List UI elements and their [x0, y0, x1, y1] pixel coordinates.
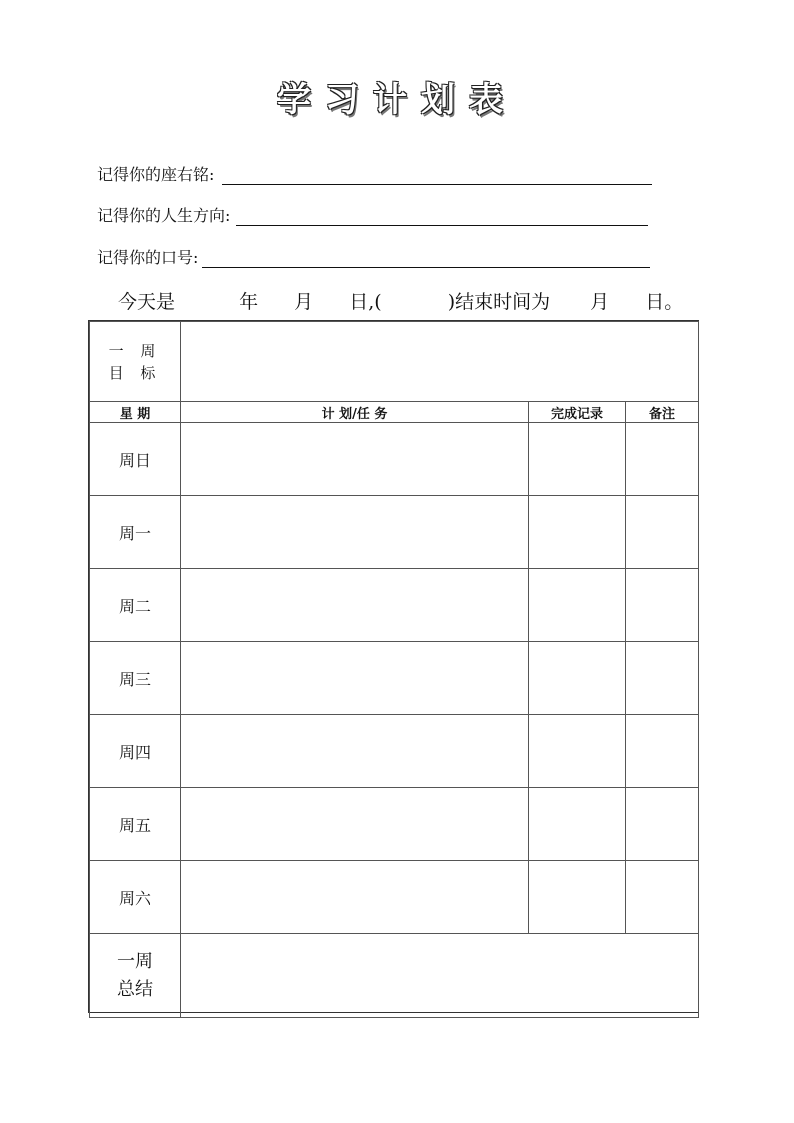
done-cell[interactable] [529, 861, 626, 934]
done-cell[interactable] [529, 569, 626, 642]
today-label: 今天是 [118, 291, 176, 313]
page-title: 学习计划表 [277, 80, 517, 120]
done-cell[interactable] [529, 423, 626, 496]
end-month-label: 月 [590, 291, 610, 313]
weekly-goal-label-line2: 目 标 [108, 363, 162, 382]
table-row [90, 496, 699, 569]
note-cell[interactable] [626, 423, 699, 496]
weekly-goal-label-line1: 一 周 [108, 341, 162, 360]
plan-table [88, 320, 699, 1013]
header-plan: 计 划/任 务 [181, 402, 529, 423]
table-row [90, 423, 699, 496]
note-cell[interactable] [626, 788, 699, 861]
date-line [118, 287, 683, 314]
note-cell[interactable] [626, 642, 699, 715]
weekly-goal-label [90, 322, 181, 402]
plan-cell[interactable] [181, 715, 529, 788]
slogan-field [97, 245, 650, 268]
end-time-label: )结束时间为 [447, 291, 551, 313]
motto-field [97, 162, 652, 185]
table-row [90, 569, 699, 642]
weekly-summary-label [90, 934, 181, 1018]
header-note: 备注 [626, 402, 699, 423]
weekly-summary-label-line2: 总结 [117, 978, 153, 1000]
done-cell[interactable] [529, 496, 626, 569]
header-done: 完成记录 [529, 402, 626, 423]
weekly-summary-cell[interactable] [181, 934, 699, 1018]
slogan-label: 记得你的口号: [97, 248, 199, 267]
weekly-goal-row [90, 322, 699, 402]
end-day-label: 日。 [645, 291, 684, 313]
weekly-goal-cell[interactable] [181, 322, 699, 402]
day-label: 日,( [349, 291, 382, 313]
weekday-label: 周五 [90, 788, 181, 861]
weekday-label: 周四 [90, 715, 181, 788]
weekly-summary-row [90, 934, 699, 1018]
table-header-row [90, 402, 699, 423]
slogan-input-line[interactable] [202, 247, 650, 268]
year-label: 年 [239, 291, 259, 313]
weekday-label: 周一 [90, 496, 181, 569]
done-cell[interactable] [529, 788, 626, 861]
table-row [90, 788, 699, 861]
month-label: 月 [294, 291, 314, 313]
life-direction-field [97, 203, 648, 226]
note-cell[interactable] [626, 569, 699, 642]
weekday-label: 周二 [90, 569, 181, 642]
table-row [90, 642, 699, 715]
plan-cell[interactable] [181, 788, 529, 861]
life-direction-input-line[interactable] [236, 205, 648, 226]
plan-cell[interactable] [181, 423, 529, 496]
weekday-label: 周日 [90, 423, 181, 496]
plan-cell[interactable] [181, 861, 529, 934]
header-weekday: 星 期 [90, 402, 181, 423]
table-row [90, 861, 699, 934]
table-row [90, 715, 699, 788]
plan-cell[interactable] [181, 569, 529, 642]
note-cell[interactable] [626, 496, 699, 569]
weekly-summary-label-line1: 一周 [117, 950, 153, 972]
weekday-label: 周三 [90, 642, 181, 715]
motto-input-line[interactable] [222, 164, 652, 185]
life-direction-label: 记得你的人生方向: [97, 206, 231, 225]
weekday-label: 周六 [90, 861, 181, 934]
note-cell[interactable] [626, 715, 699, 788]
note-cell[interactable] [626, 861, 699, 934]
motto-label: 记得你的座右铭: [97, 165, 215, 184]
plan-cell[interactable] [181, 642, 529, 715]
done-cell[interactable] [529, 715, 626, 788]
plan-cell[interactable] [181, 496, 529, 569]
done-cell[interactable] [529, 642, 626, 715]
